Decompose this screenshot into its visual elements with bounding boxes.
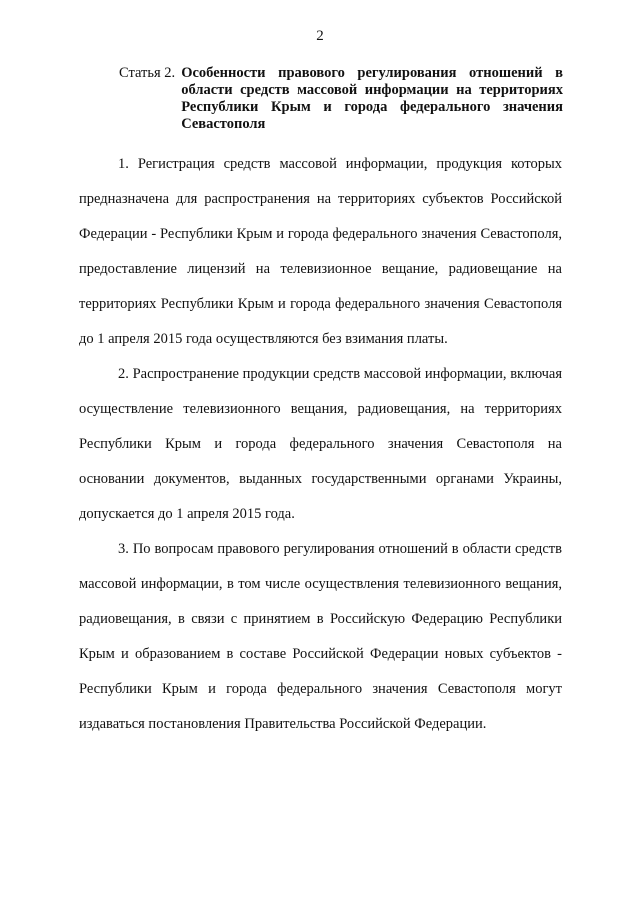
page-number: 2 xyxy=(316,28,324,44)
paragraph-2: 2. Распространение продукции средств массовой информации, включая осуществление телевизионного вещания, радиовещания, на территориях Республики Крым и города федерального значения Севастополя на основании документов, выданных государственными органами Украины, допускается до 1 апреля 2015 года. xyxy=(79,366,562,522)
paragraph-3: 3. По вопросам правового регулирования отношений в области средств массовой информации, в том числе осуществления телевизионного вещания, радиовещания, в связи с принятием в Российскую Федерацию Республики Крым и образованием в составе Российской Федерации новых субъектов - Республики Крым и города федерального значения Севастополя могут издаваться постановления Правительства Российской Федерации. xyxy=(79,541,562,732)
article-label: Статья 2. xyxy=(119,65,176,81)
article-title: Особенности правового регулирования отношений в области средств массовой информации на территориях Республики Крым и города федерального значения Севастополя xyxy=(181,65,563,132)
paragraph-1: 1. Регистрация средств массовой информации, продукция которых предназначена для распространения на территориях субъектов Российской Федерации - Республики Крым и города федерального значения Севастополя, предоставление лицензий на телевизионное вещание, радиовещание на территориях Республики Крым и города федерального значения Севастополя до 1 апреля 2015 года осуществляются без взимания платы. xyxy=(79,156,562,347)
article-body xyxy=(79,147,562,742)
article-heading xyxy=(119,65,563,133)
